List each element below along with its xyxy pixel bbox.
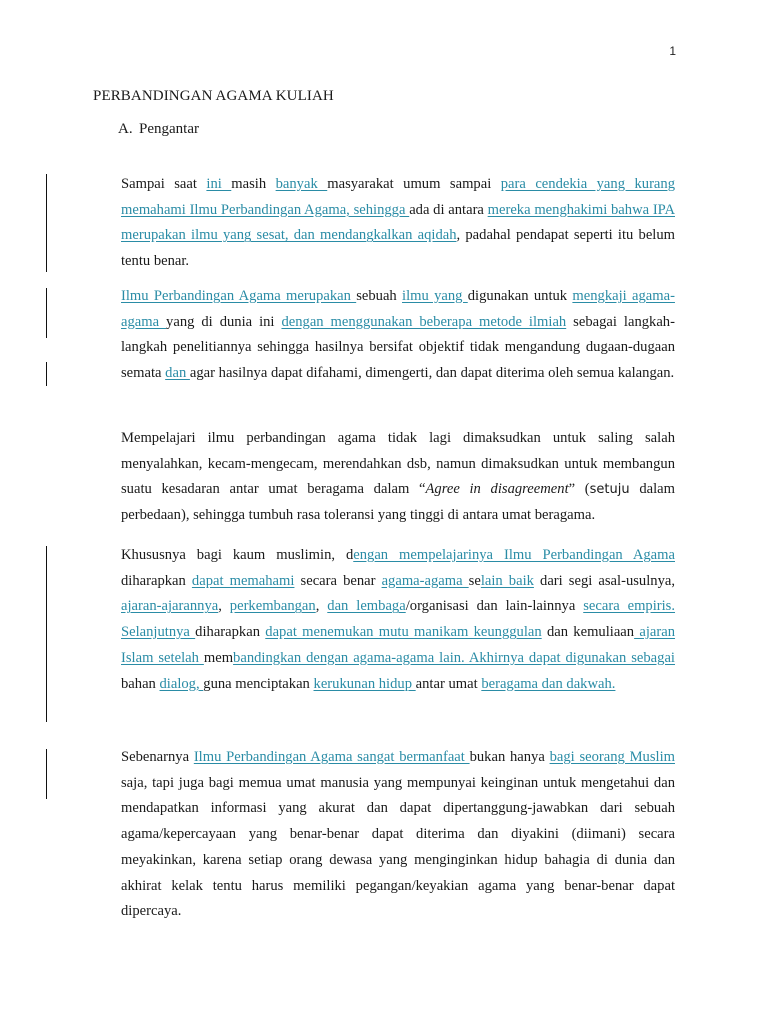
body-text: sebuah [356,288,403,304]
paragraph-3 [121,426,675,529]
tracked-change-text: mengkaji agama-agama [121,288,675,330]
paragraph-3-text: Mempelajari ilmu perbandingan agama tidak lagi dimaksudkan untuk saling salah menyalahkan, kecam-mengecam, merendahkan dsb, namun dimaksudkan untuk membangun suatu kesadaran antar umat beragama dalam “ [121,430,675,498]
tracked-change-text: kerukunan hidup [313,675,416,692]
body-text: masyarakat umum sampai [327,176,501,192]
tracked-change-text: ilmu yang [402,288,468,304]
tracked-change-text: dialog, [159,675,204,692]
page-number: 1 [669,44,676,58]
tracked-change-text: beragama dan dakwah. [481,675,616,692]
body-text: yang di dunia ini [166,313,282,330]
body-text: asal-usulnya, [598,572,675,589]
body-text: masih [231,176,276,192]
body-text: bukan hanya [469,749,550,765]
tracked-change-text: perkembangan [229,598,316,615]
tracked-change-text: dan lembaga [327,598,406,615]
body-text: dan kemuliaan [541,624,635,641]
body-text: se [468,572,481,589]
tracked-change-text: bagi seorang Muslim [549,749,675,765]
body-text: Khususnya bagi kaum muslimin, d [121,547,354,563]
body-text: dari segi [533,572,599,589]
body-text: Sampai saat [121,176,207,192]
section-number: A. [118,121,133,137]
body-text: sebagai langkah-langkah penelitiannya sehingga hasilnya bersifat objektif tidak mengandung dugaan-dugaan semata [121,313,675,382]
change-bar [46,288,47,338]
tracked-change-text: dapat memahami [191,572,295,589]
change-bar [46,174,47,272]
tracked-change-text: Ilmu Perbandingan Agama merupakan [121,288,357,304]
tracked-change-text: dengan menggunakan beberapa metode ilmiah [281,313,567,330]
section-title: Pengantar [139,121,199,137]
tracked-change-text: secara empiris. Selanjutnya [121,598,676,641]
paragraph-3-text-end: dalam perbedaan), sehingga tumbuh rasa toleransi yang tinggi di antara umat beragama. [121,481,675,524]
tracked-change-text: engan mempelajarinya Ilmu Perbandingan Agama [353,547,675,563]
paragraph-3-sans: setuju [589,482,630,498]
paragraph-5 [121,745,675,925]
tracked-change-text: bandingkan dengan agama-agama lain. Akhirnya dapat digunakan sebagai [233,649,675,666]
body-text: digunakan untuk [467,288,573,304]
tracked-change-text: Ilmu Perbandingan Agama sangat bermanfaat [193,749,470,765]
tracked-change-text: banyak [275,176,328,192]
body-text: bahan [121,675,160,692]
body-text: , padahal pendapat seperti itu belum tentu benar. [121,227,675,270]
tracked-change-text: para cendekia yang kurang memahami Ilmu Perbandingan Agama, sehingga [121,176,675,218]
body-text: , [315,598,328,615]
tracked-change-text: ajaran Islam setelah [121,624,676,666]
tracked-change-text: ini [206,176,232,192]
tracked-change-text: agama-agama [381,572,469,589]
body-text: agar hasilnya dapat difahami, dimengerti, dan dapat diterima oleh semua kalangan. [189,365,675,382]
body-text: diharapkan [121,572,192,589]
body-text: saja, tapi juga bagi memua umat manusia yang mempunyai keinginan untuk mengetahui dan mendapatkan informasi yang akurat dan dapat dipertanggung-jawabkan dari sebuah agama/kepercayaan yang benar-benar dapat diterima dan diyakini (diimani) secara meyakinkan, karena setiap orang dewasa yang menginginkan hidup bahagia di dunia dan akhirat kelak tentu harus memiliki pegangan/keyakian agama yang benar-benar dapat dipercaya. [121,774,675,920]
body-text: ada di antara [409,201,488,218]
paragraph-1 [121,172,675,275]
tracked-change-text: dan [165,365,190,382]
tracked-change-text: lain baik [480,572,534,589]
paragraph-3-quote-close: ” ( [568,481,590,498]
body-text: secara benar [294,572,382,589]
body-text: Sebenarnya [121,749,194,765]
paragraph-2 [121,284,675,387]
body-text: mem [203,649,234,666]
section-heading [118,121,199,138]
body-text: , [218,598,230,615]
document-title: PERBANDINGAN AGAMA KULIAH [93,88,334,104]
tracked-change-text: dapat menemukan mutu manikam keunggulan [265,624,542,641]
body-text: antar umat [415,675,482,692]
body-text: /organisasi dan lain-lainnya [405,598,584,615]
tracked-change-text: ajaran-ajarannya [121,598,219,615]
change-bar [46,362,47,386]
paragraph-3-italic: Agree in disagreement [425,481,569,498]
body-text: diharapkan [195,624,266,641]
paragraph-4 [121,543,675,697]
body-text: guna menciptakan [203,675,314,692]
change-bar [46,546,47,722]
tracked-change-text: mereka menghakimi bahwa IPA merupakan ilmu yang sesat, dan mendangkalkan aqidah [121,201,675,244]
change-bar [46,749,47,799]
